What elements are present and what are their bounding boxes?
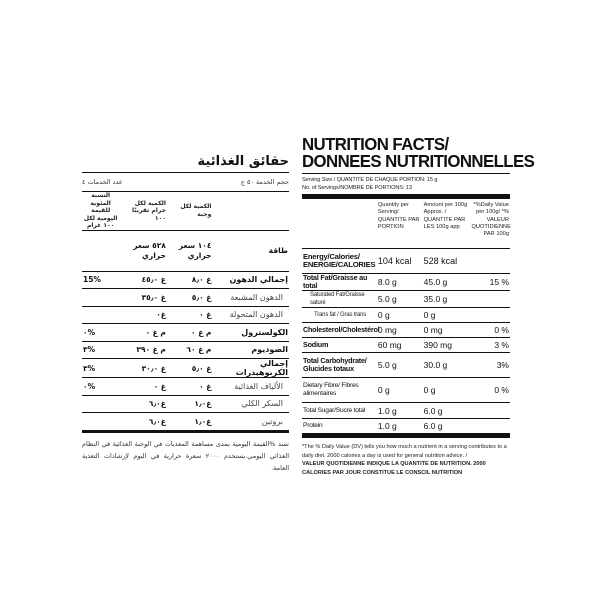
table-row [82, 341, 289, 359]
daily-pct [82, 289, 119, 307]
value-per-100g: 6.0 g [423, 403, 471, 419]
daily-pct [470, 308, 510, 323]
nutrient-label: Total Fat/Graisse au total [302, 274, 377, 291]
value-per-serving: 5.0 g [377, 291, 423, 308]
english-title [302, 134, 535, 171]
divider-thick [302, 433, 510, 438]
nutrient-label: إجمالي الدهون [212, 271, 289, 289]
daily-pct: 0 % [470, 378, 510, 403]
daily-pct [470, 291, 510, 308]
english-energy-label: Energy/Calories/ ENERGIE/CALORIES [302, 249, 377, 274]
value-per-serving: 8.0 g [377, 274, 423, 291]
english-energy-per-100g: 528 kcal [423, 249, 471, 274]
arabic-footnote: تسد %القيمة اليومية بمدى مساهمة المغذيات في الوجبة الغذائية في النظام الغذائي اليومي.يستخدم ٢٠٠٠ سعرة حرارية في اليوم لإرشادات التغذية العامة. [82, 439, 289, 472]
value-per-100g: 0 mg [423, 323, 471, 338]
value-per-100g: 0 g [423, 378, 471, 403]
arabic-serving-info [82, 173, 289, 191]
nutrient-label: إجمالي الكربوهيدرات [212, 359, 289, 378]
arabic-energy-row [82, 230, 289, 271]
value-per-100g: غ٦٫٠ [119, 395, 167, 413]
value-per-serving: غ ٠ [167, 306, 213, 324]
nutrient-label: Saturated Fat/Graisse saturé [302, 291, 377, 308]
table-row [82, 413, 289, 430]
english-serving-size: Serving Size / QUANTITE DE CHAQUE PORTION: 15 g [302, 177, 438, 183]
value-per-100g: 45.0 g [423, 274, 471, 291]
arabic-nutrition-table [82, 191, 289, 430]
value-per-100g: 390 mg [423, 338, 471, 353]
value-per-serving: 1.0 g [377, 403, 423, 419]
english-header-row [302, 199, 510, 249]
table-row [82, 395, 289, 413]
english-col-per-serving: Quantity per Serving/ QUANTITE PAR PORTION [377, 202, 420, 230]
value-per-serving: 60 mg [377, 338, 423, 353]
value-per-serving: غ ٠ [167, 378, 213, 396]
daily-pct: ٠% [82, 324, 119, 342]
table-row [82, 289, 289, 307]
daily-pct [82, 395, 119, 413]
daily-pct [470, 419, 510, 434]
value-per-serving: 0 g [377, 378, 423, 403]
table-row [82, 306, 289, 324]
arabic-serving-size: حجم الخدمة ٥٠ ج [240, 178, 289, 186]
value-per-100g: 30.0 g [423, 353, 471, 378]
value-per-serving: غ ٨٫٠ [167, 271, 213, 289]
table-row [302, 419, 510, 434]
title-line-2: DONNEES NUTRITIONNELLES [302, 151, 535, 171]
english-col-daily-pct: *%Daily Value per 100g/ *% VALEUR QUOTIDIENNE PAR 100g [471, 202, 511, 238]
nutrient-label: السكر الكلي [212, 395, 289, 413]
daily-pct: 15% [82, 271, 119, 289]
table-row [302, 403, 510, 419]
value-per-100g: غ٠ [119, 306, 167, 324]
value-per-serving: غ١٫٠ [167, 395, 213, 413]
divider-thick [82, 430, 289, 433]
daily-pct: ٣% [82, 359, 119, 378]
arabic-title: حقائق الغذائية [197, 154, 289, 169]
table-row [302, 274, 510, 291]
english-col-per-100g: Amount per 100g Approx. / QUANTITE PAR LES 100g app [423, 202, 468, 230]
value-per-100g: غ٦٫٠ [119, 413, 167, 430]
english-energy-row [302, 249, 510, 274]
daily-pct: 0 % [470, 323, 510, 338]
value-per-serving: 5.0 g [377, 353, 423, 378]
nutrient-label: Cholesterol/Cholestérol [302, 323, 377, 338]
table-row [82, 271, 289, 289]
nutrient-label: Total Sugar/Sucre total [302, 403, 377, 419]
daily-pct [82, 306, 119, 324]
value-per-100g: م غ ٣٩٠ [119, 341, 167, 359]
nutrient-label: الألياف الغذائية [212, 378, 289, 396]
value-per-serving: غ ٥٫٠ [167, 359, 213, 378]
nutrient-label: الكولسترول [212, 324, 289, 342]
title-line-1: NUTRITION FACTS/ [302, 134, 449, 154]
value-per-100g: 35.0 g [423, 291, 471, 308]
value-per-serving: غ ٥٫٠ [167, 289, 213, 307]
daily-pct: 3% [470, 353, 510, 378]
nutrient-label: Protein [302, 419, 377, 434]
table-row [302, 353, 510, 378]
footnote-english: *The % Daily Value (DV) tells you how much a nutrient in a serving contributes to a daily diet. 2000 calories a day is used for general nutrition advice. / [302, 444, 507, 459]
daily-pct [470, 403, 510, 419]
table-row [82, 378, 289, 396]
arabic-header-row [82, 192, 289, 231]
value-per-100g: غ ٣٥٫٠ [119, 289, 167, 307]
arabic-energy-label: طاقة [212, 230, 289, 271]
value-per-100g: غ ٤٥٫٠ [119, 271, 167, 289]
nutrient-label: الدهون المتحولة [212, 306, 289, 324]
value-per-serving: 0 g [377, 308, 423, 323]
table-row [302, 291, 510, 308]
table-row [82, 324, 289, 342]
value-per-serving: غ١٫٠ [167, 413, 213, 430]
english-serving-info [302, 174, 510, 194]
value-per-serving: م غ ٦٠ [167, 341, 213, 359]
value-per-100g: م غ ٠ [119, 324, 167, 342]
english-nutrition-panel [302, 134, 535, 477]
table-row [302, 378, 510, 403]
arabic-energy-per-100g: ٥٢٨ سعر حراري [119, 230, 167, 271]
nutrient-label: Sodium [302, 338, 377, 353]
value-per-serving: 1.0 g [377, 419, 423, 434]
table-row [302, 323, 510, 338]
value-per-100g: 6.0 g [423, 419, 471, 434]
nutrient-label: بروتين [212, 413, 289, 430]
daily-pct: 3 % [470, 338, 510, 353]
daily-pct [82, 413, 119, 430]
value-per-serving: 0 mg [377, 323, 423, 338]
arabic-col-per-serving: الكمية لكل وجبة [167, 192, 213, 231]
english-nutrition-table [302, 199, 510, 433]
value-per-serving: م غ ٠ [167, 324, 213, 342]
arabic-nutrition-panel [82, 150, 289, 474]
footnote-french: VALEUR QUOTIDIENNE INDIQUE LA QUANTITE DE NUTRITION. 2000 CALORIES PAR JOUR CONSTITUE LE CONSCIL NUTRITION [302, 461, 486, 476]
value-per-100g: 0 g [423, 308, 471, 323]
arabic-energy-per-serving: ١٠٤ سعر حراري [167, 230, 213, 271]
english-footnote [302, 443, 510, 477]
nutrient-label: Dietary Fibre/ Fibres alimentaires [302, 378, 377, 403]
arabic-col-daily-pct: النسبة المئوية للقيمة اليومية لكل ١٠٠ غرام [83, 192, 118, 229]
nutrient-label: Trans fat / Gras trans [302, 308, 377, 323]
daily-pct: 15 % [470, 274, 510, 291]
value-per-100g: غ ٠ [119, 378, 167, 396]
daily-pct: ٣% [82, 341, 119, 359]
table-row [82, 359, 289, 378]
english-energy-per-serving: 104 kcal [377, 249, 423, 274]
english-servings-count: No. of Servings/NOMBRE DE PORTIONS: 13 [302, 185, 412, 191]
nutrient-label: الصوديوم [212, 341, 289, 359]
table-row [302, 308, 510, 323]
value-per-100g: غ ٣٠٫٠ [119, 359, 167, 378]
nutrient-label: Total Carbohydrate/ Glucides totaux [302, 353, 377, 378]
daily-pct: ٠% [82, 378, 119, 396]
nutrient-label: الدهون المشبعة [212, 289, 289, 307]
arabic-servings-count: عدد الخدمات ٤ [82, 178, 123, 186]
arabic-col-per-100g: الكمية لكل جرام تقريبًا ١٠٠ [119, 192, 167, 231]
table-row [302, 338, 510, 353]
